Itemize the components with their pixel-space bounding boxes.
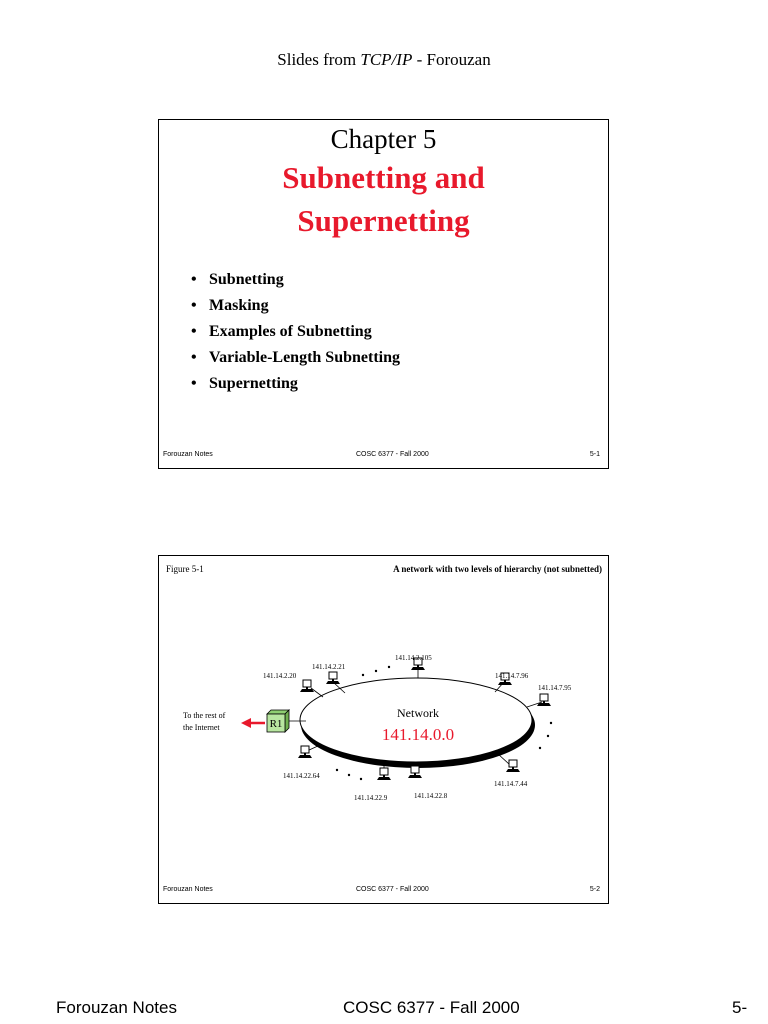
slide-2 <box>158 555 609 904</box>
slide-number: 5-1 <box>589 451 600 458</box>
figure-label: Figure 5-1 <box>166 564 204 574</box>
internet-label-line-2: the Internet <box>183 723 220 732</box>
host-address-label: 141.14.2.105 <box>395 654 432 662</box>
slide-footer-center: COSC 6377 - Fall 2000 <box>356 886 429 893</box>
router-label: R1 <box>269 718 283 730</box>
topic-item: • Supernetting <box>191 375 298 392</box>
host-computer-icon <box>300 680 314 692</box>
host-address-label: 141.14.7.95 <box>538 684 572 692</box>
slide-title-line-2: Supernetting <box>297 203 470 238</box>
page-number: 5- <box>732 998 748 1017</box>
topic-item: • Masking <box>191 297 269 314</box>
page-footer-center: COSC 6377 - Fall 2000 <box>343 998 520 1017</box>
slide-title-line-1: Subnetting and <box>282 160 485 195</box>
slide-footer-center: COSC 6377 - Fall 2000 <box>356 451 429 458</box>
topic-item: • Examples of Subnetting <box>191 323 372 340</box>
slide-1 <box>158 119 609 469</box>
host-address-label: 141.14.2.20 <box>263 672 297 680</box>
network-ellipse <box>300 678 532 762</box>
host-address-label: 141.14.7.96 <box>495 672 529 680</box>
page-footer-left: Forouzan Notes <box>56 998 177 1017</box>
host-computer-icon <box>506 760 520 772</box>
header-book-title: TCP/IP <box>360 50 413 69</box>
internet-label-line-1: To the rest of <box>183 711 226 720</box>
figure-caption: A network with two levels of hierarchy (not subnetted) <box>393 564 602 574</box>
topic-item: • Subnetting <box>191 271 284 288</box>
host-computer-icon <box>326 672 340 684</box>
header-prefix: Slides from <box>277 50 361 69</box>
topic-list <box>191 270 400 400</box>
host-address-label: 141.14.22.64 <box>283 772 320 780</box>
host-computer-icon <box>298 746 312 758</box>
network-address: 141.14.0.0 <box>381 725 455 744</box>
bullet-icon: • <box>191 297 197 314</box>
network-label: Network <box>397 706 439 720</box>
slide-footer-left: Forouzan Notes <box>163 886 213 893</box>
bullet-icon: • <box>191 271 197 288</box>
network-diagram <box>159 556 608 903</box>
slide-footer-left: Forouzan Notes <box>163 451 213 458</box>
arrow-left-icon <box>241 718 265 728</box>
host-computer-icon <box>537 694 551 706</box>
host-address-label: 141.14.7.44 <box>494 780 528 788</box>
header-suffix: - Forouzan <box>412 50 491 69</box>
host-computer-icon <box>377 768 391 780</box>
bullet-icon: • <box>191 375 197 392</box>
bullet-icon: • <box>191 323 197 340</box>
host-address-label: 141.14.22.9 <box>354 794 388 802</box>
chapter-heading: Chapter 5 <box>330 124 437 154</box>
topic-item: • Variable-Length Subnetting <box>191 349 400 366</box>
bullet-icon: • <box>191 349 197 366</box>
slide-number: 5-2 <box>589 886 600 893</box>
host-address-label: 141.14.22.8 <box>414 792 448 800</box>
host-address-label: 141.14.2.21 <box>312 663 346 671</box>
page-header <box>0 50 768 70</box>
